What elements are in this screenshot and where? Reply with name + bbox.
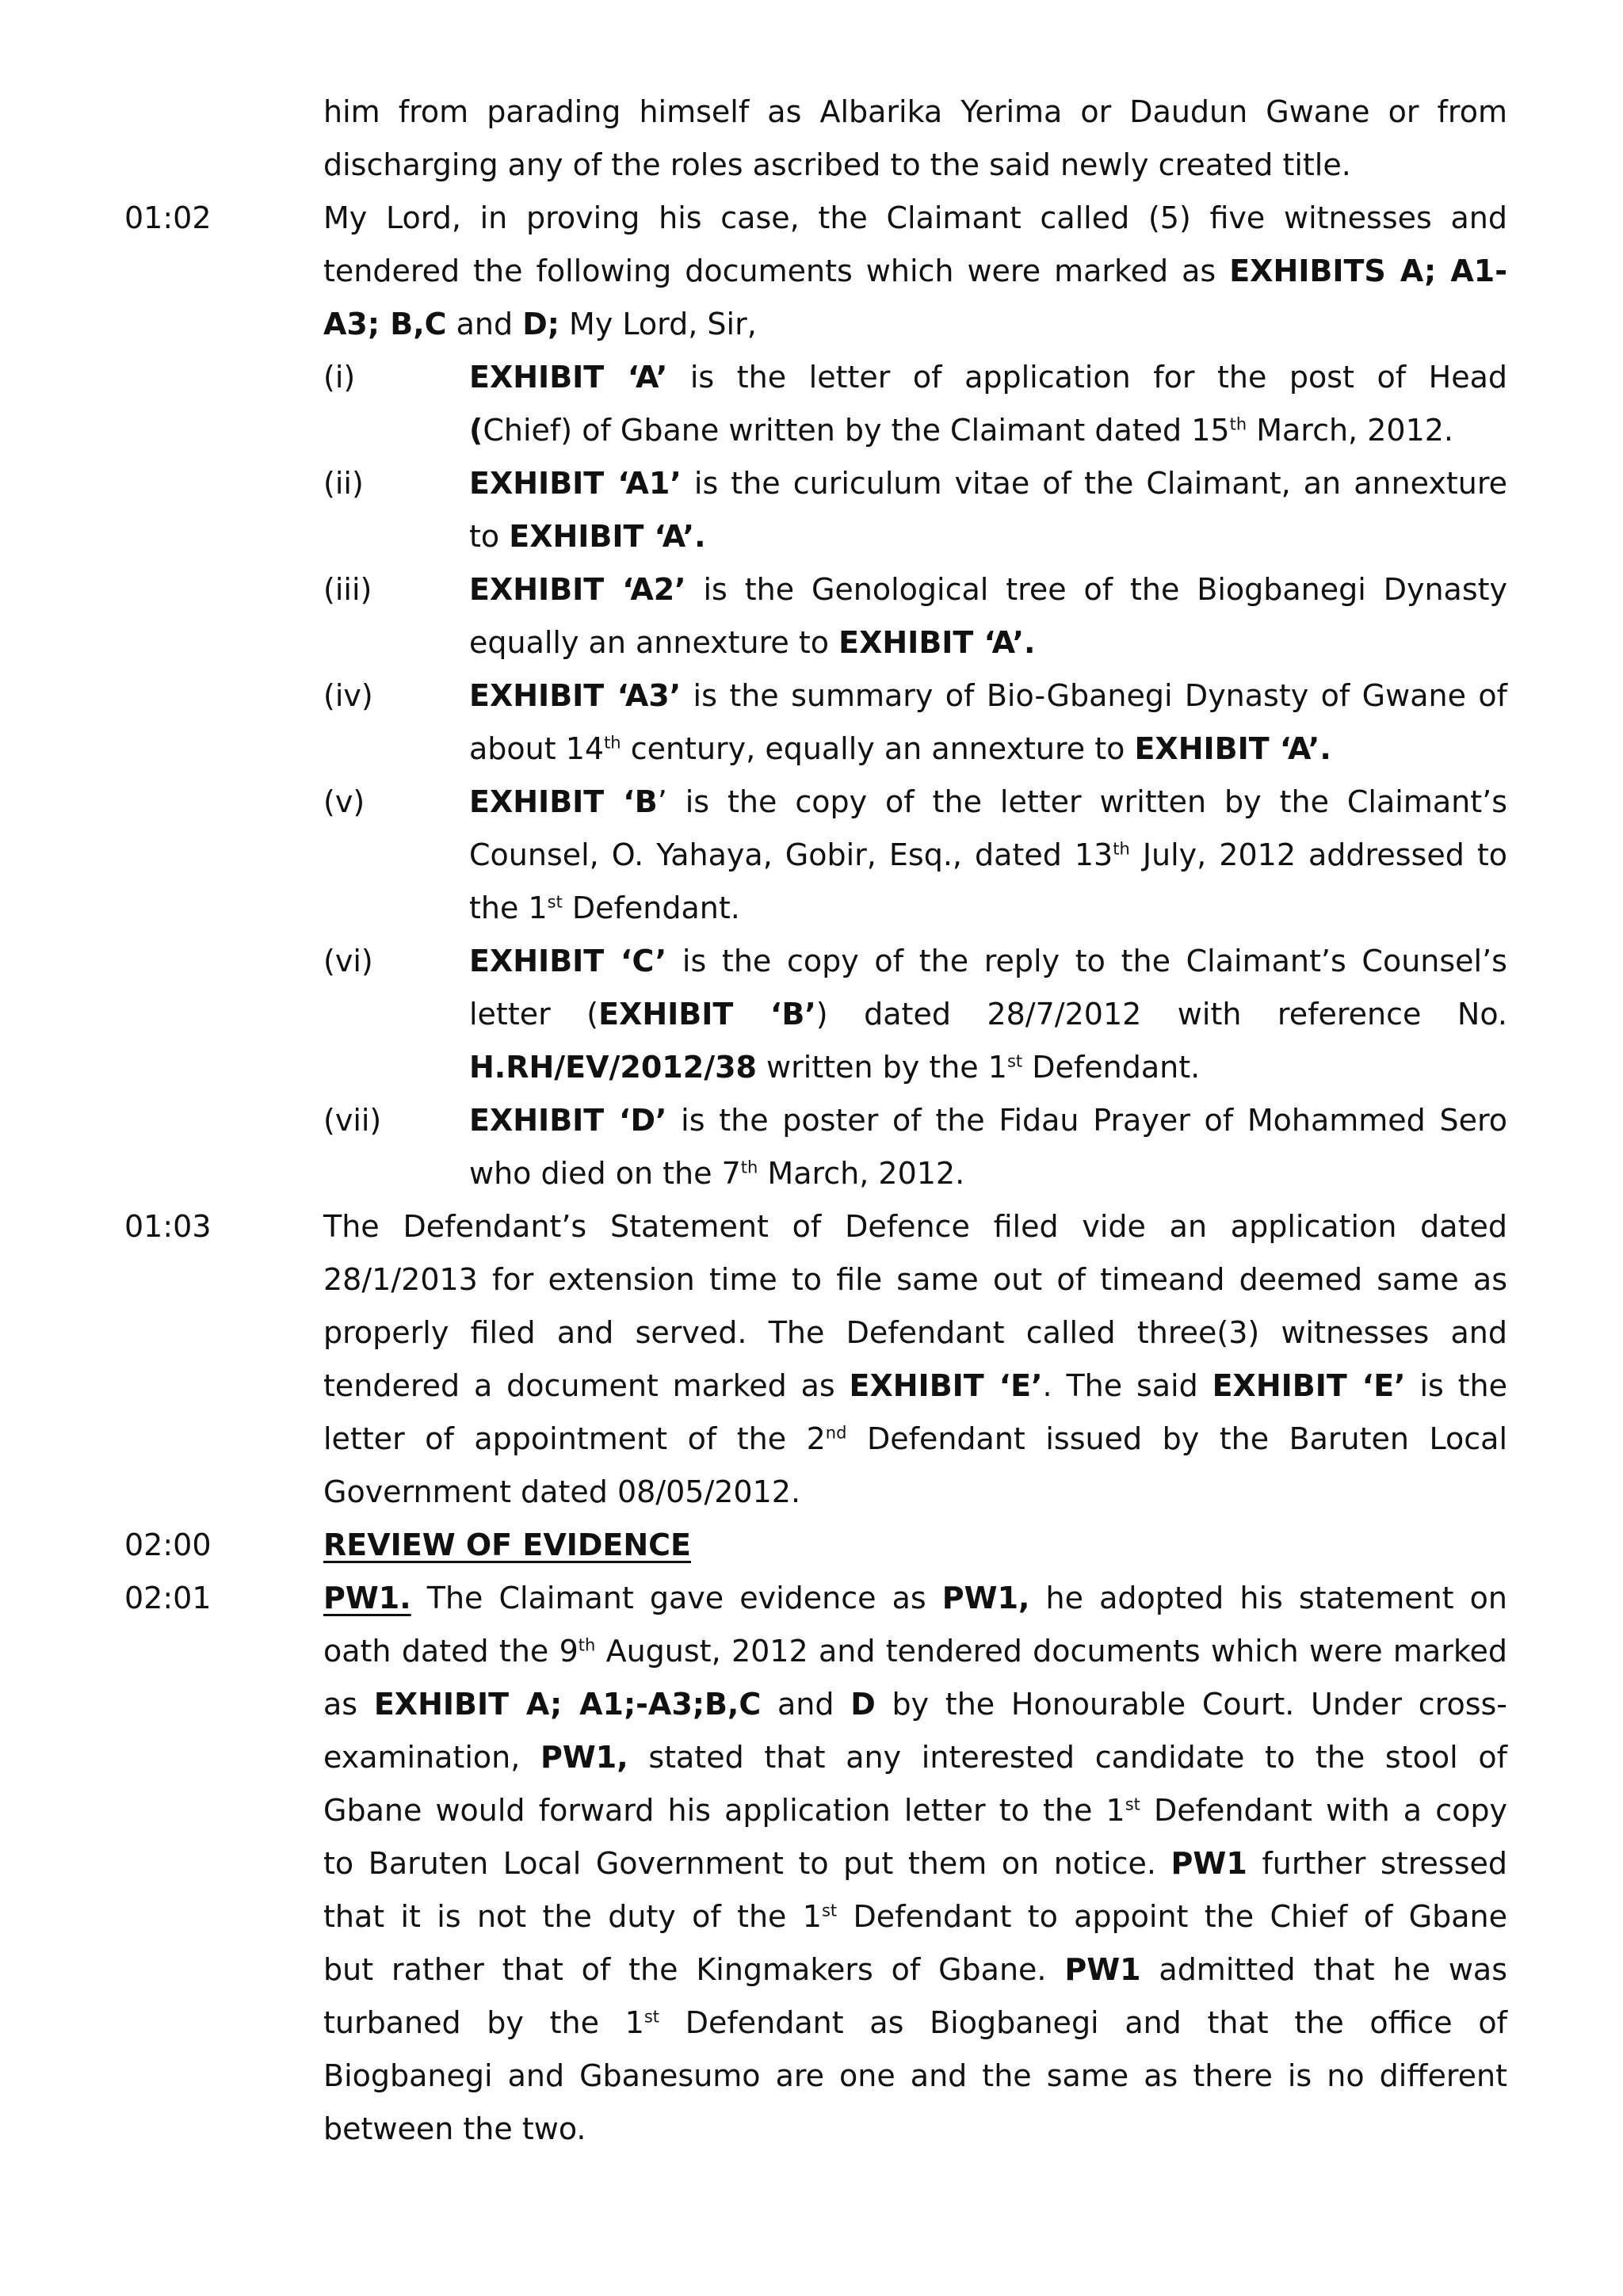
text-line: EXHIBIT ‘C’ is the copy of the reply to the Claimant’s Counsel’s [469,944,1507,978]
text-line: EXHIBIT ‘B’ is the copy of the letter written by the Claimant’s [469,784,1507,819]
exhibit-item-v [0,776,1623,935]
text-line: him from parading himself as Albarika Yerima or Daudun Gwane or from [323,94,1507,129]
text-line: Gbane would forward his application letter to the 1st Defendant with a copy [323,1793,1507,1828]
exhibit-item-i [0,351,1623,457]
text-line: examination, PW1, stated that any interested candidate to the stool of [323,1740,1507,1775]
text-line: between the two. [323,2111,586,2146]
list-label: (v) [323,784,365,819]
text-line: PW1. The Claimant gave evidence as PW1, he adopted his statement on [323,1581,1508,1615]
text-line: turbaned by the 1st Defendant as Biogbanegi and that the office of [323,2005,1508,2040]
paragraph-01-03 [0,1200,1623,1519]
text-line: letter of appointment of the 2nd Defendant issued by the Baruten Local [323,1421,1508,1456]
text-line: about 14th century, equally an annexture to EXHIBIT ‘A’. [469,731,1331,766]
paragraph-02-01 [0,1572,1623,2156]
text-line: to Baruten Local Government to put them on notice. PW1 further stressed [323,1846,1507,1881]
exhibit-item-iv [0,669,1623,776]
paragraph-01-02 [0,192,1623,351]
text-line: H.RH/EV/2012/38 written by the 1st Defendant. [469,1050,1201,1085]
list-label: (ii) [323,466,364,501]
text-line: discharging any of the roles ascribed to the said newly created title. [323,147,1351,182]
text-line: that it is not the duty of the 1st Defendant to appoint the Chief of Gbane [323,1899,1507,1934]
section-heading-02-00 [0,1519,1623,1572]
text-line: (Chief) of Gbane written by the Claimant dated 15th March, 2012. [469,413,1454,448]
list-label: (i) [323,360,356,395]
text-line: as EXHIBIT A; A1;-A3;B,C and D by the Honourable Court. Under cross- [323,1687,1507,1722]
text-line: EXHIBIT ‘A2’ is the Genological tree of the Biogbanegi Dynasty [469,572,1507,607]
paragraph-number: 01:02 [124,200,212,235]
text-line: EXHIBIT ‘A’ is the letter of application for the post of Head [469,360,1507,395]
text-line: oath dated the 9th August, 2012 and tendered documents which were marked [323,1634,1507,1669]
text-line: equally an annexture to EXHIBIT ‘A’. [469,625,1036,660]
exhibit-item-vii [0,1094,1623,1200]
text-line: 28/1/2013 for extension time to file same out of timeand deemed same as [323,1262,1507,1297]
text-line: properly filed and served. The Defendant called three(3) witnesses and [323,1315,1507,1350]
text-line: A3; B,C and D; My Lord, Sir, [323,307,757,341]
text-line: the 1st Defendant. [469,891,740,925]
list-label: (vi) [323,944,373,978]
intro-paragraph [0,86,1623,192]
list-label: (vii) [323,1103,382,1138]
text-line: My Lord, in proving his case, the Claimant called (5) five witnesses and [323,200,1507,235]
paragraph-number: 02:00 [124,1527,212,1562]
text-line: tendered the following documents which were marked as EXHIBITS A; A1- [323,254,1507,288]
text-line: Biogbanegi and Gbanesumo are one and the same as there is no different [323,2058,1507,2093]
text-line: EXHIBIT ‘D’ is the poster of the Fidau Prayer of Mohammed Sero [469,1103,1507,1138]
text-line: Government dated 08/05/2012. [323,1474,801,1509]
exhibit-item-iii [0,563,1623,669]
text-line: EXHIBIT ‘A3’ is the summary of Bio-Gbanegi Dynasty of Gwane of [469,678,1507,713]
exhibit-item-ii [0,457,1623,563]
text-line: EXHIBIT ‘A1’ is the curiculum vitae of the Claimant, an annexture [469,466,1508,501]
section-title: REVIEW OF EVIDENCE [323,1527,692,1562]
paragraph-number: 02:01 [124,1581,212,1615]
text-line: who died on the 7th March, 2012. [469,1156,965,1191]
text-line: but rather that of the Kingmakers of Gbane. PW1 admitted that he was [323,1952,1507,1987]
list-label: (iii) [323,572,372,607]
text-line: to EXHIBIT ‘A’. [469,519,706,554]
text-line: The Defendant’s Statement of Defence filed vide an application dated [323,1209,1507,1244]
exhibit-item-vi [0,935,1623,1094]
text-line: tendered a document marked as EXHIBIT ‘E’. The said EXHIBIT ‘E’ is the [323,1368,1508,1403]
list-label: (iv) [323,678,373,713]
text-line: letter (EXHIBIT ‘B’) dated 28/7/2012 with reference No. [469,997,1507,1032]
text-line: Counsel, O. Yahaya, Gobir, Esq., dated 13th July, 2012 addressed to [469,837,1508,872]
paragraph-number: 01:03 [124,1209,212,1244]
